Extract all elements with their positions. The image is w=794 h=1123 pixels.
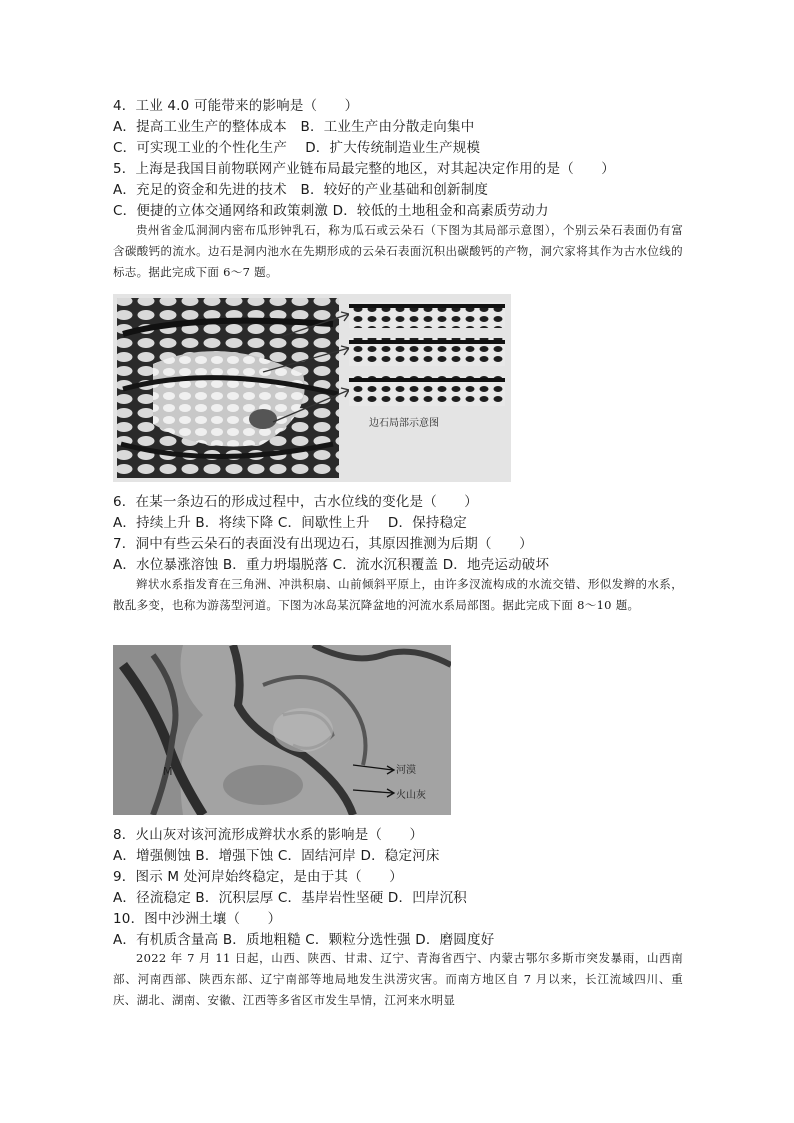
rimstone-figure-caption: 边石局部示意图 bbox=[369, 418, 439, 429]
q10-options: A．有机质含量高 B．质地粗糙 C．颗粒分选性强 D．磨圆度好 bbox=[113, 932, 495, 948]
rimstone-figure bbox=[113, 294, 511, 482]
figure-label-ash: 火山灰 bbox=[396, 790, 426, 801]
passage-6-7-text: 贵州省金瓜洞洞内密布瓜形钟乳石，称为瓜石或云朵石（下图为其局部示意图），个别云朵石表面仍有富含碳酸钙的流水。边石是洞内池水在先期形成的云朵石表面沉积出碳酸钙的产物，洞穴家将其作为古水位线的标志。据此完成下面 6～7 题。 bbox=[113, 223, 683, 279]
q9-stem: 9．图示 M 处河岸始终稳定，是由于其（ ） bbox=[113, 869, 403, 885]
q6-stem: 6．在某一条边石的形成过程中，古水位线的变化是（ ） bbox=[113, 494, 478, 510]
q4-options-ab: A．提高工业生产的整体成本 B．工业生产由分散走向集中 bbox=[113, 119, 475, 135]
passage-8-10 bbox=[113, 574, 683, 616]
q5-options-cd: C．便捷的立体交通网络和政策刺激 D．较低的土地租金和高素质劳动力 bbox=[113, 203, 549, 219]
q9-options: A．径流稳定 B．沉积层厚 C．基岸岩性坚硬 D．凹岸沉积 bbox=[113, 890, 467, 906]
q7-options: A．水位暴涨溶蚀 B．重力坍塌脱落 C．流水沉积覆盖 D．地壳运动破坏 bbox=[113, 557, 550, 573]
q10-stem: 10．图中沙洲土壤（ ） bbox=[113, 911, 282, 927]
q8-options: A．增强侧蚀 B．增强下蚀 C．固结河岸 D．稳定河床 bbox=[113, 848, 440, 864]
q5-options-ab: A．充足的资金和先进的技术 B．较好的产业基础和创新制度 bbox=[113, 182, 489, 198]
q4-stem: 4．工业 4.0 可能带来的影响是（ ） bbox=[113, 98, 359, 114]
figure-label-river: 河漠 bbox=[396, 765, 416, 776]
figure-label-m: M bbox=[163, 765, 173, 778]
passage-flood-drought bbox=[113, 948, 683, 1011]
rimstone-illustration bbox=[113, 294, 511, 482]
q6-options: A．持续上升 B．将续下降 C．间歇性上升 D．保持稳定 bbox=[113, 515, 467, 531]
q8-stem: 8．火山灰对该河流形成辫状水系的影响是（ ） bbox=[113, 827, 424, 843]
q5-stem: 5．上海是我国目前物联网产业链布局最完整的地区，对其起决定作用的是（ ） bbox=[113, 161, 615, 177]
q7-stem: 7．洞中有些云朵石的表面没有出现边石，其原因推测为后期（ ） bbox=[113, 536, 533, 552]
braided-river-figure bbox=[113, 645, 451, 815]
passage-8-10-text: 辫状水系指发育在三角洲、冲洪积扇、山前倾斜平原上，由许多汊流构成的水流交错、形似发辫的水系，散乱多变，也称为游荡型河道。下图为冰岛某沉降盆地的河流水系局部图。据此完成下面 8～10 题。 bbox=[113, 577, 683, 612]
passage-6-7 bbox=[113, 220, 683, 283]
q4-options-cd: C．可实现工业的个性化生产 D．扩大传统制造业生产规模 bbox=[113, 140, 481, 156]
passage-flood-drought-text: 2022 年 7 月 11 日起，山西、陕西、甘肃、辽宁、青海省西宁、内蒙古鄂尔多斯市突发暴雨，山西南部、河南西部、陕西东部、辽宁南部等地局地发生洪涝灾害。而南方地区自 7 月以来，长江流域四川、重庆、湖北、湖南、安徽、江西等多省区市发生旱情，江河来水明显 bbox=[113, 951, 683, 1007]
